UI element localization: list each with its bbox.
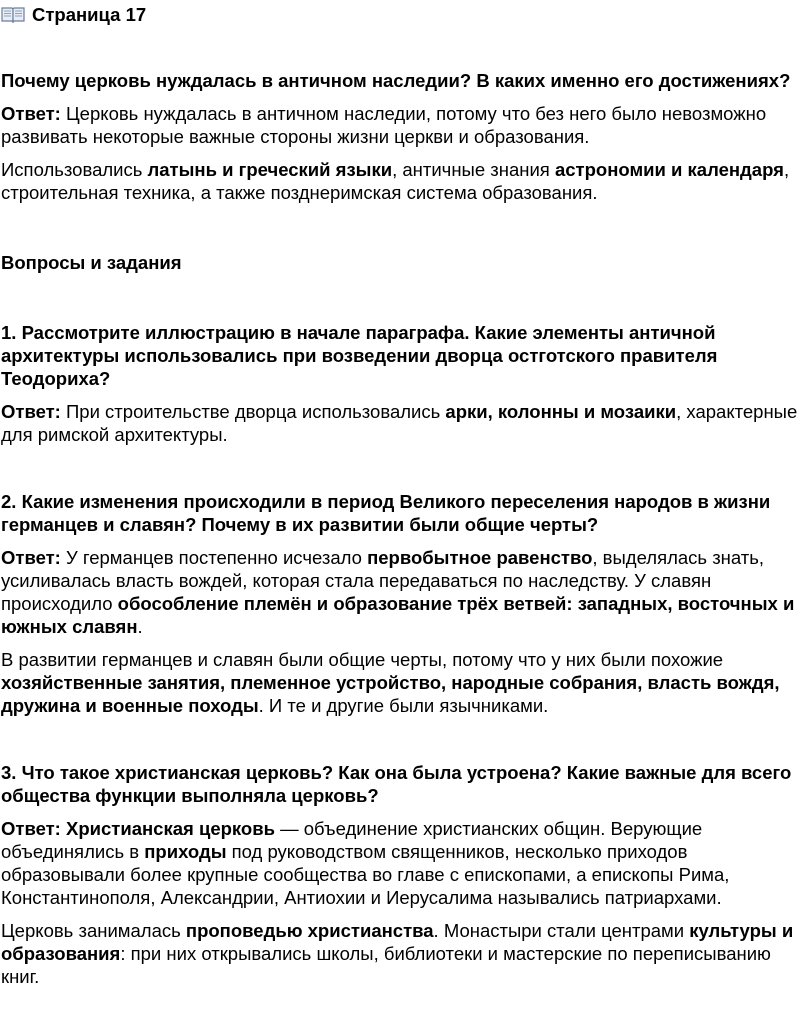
task-1 [1, 321, 800, 446]
task-2 [1, 490, 800, 717]
bold-term: первобытное равенство [367, 547, 593, 568]
text-run: , античные знания [392, 159, 555, 180]
answer-paragraph [1, 546, 800, 638]
task-answer [1, 817, 800, 988]
bold-term: проповедью христианства [185, 920, 434, 941]
bold-term: арки, колонны и мозаики [445, 401, 677, 422]
text-run: , строительная техника, а также позднеримская система образования. [1, 159, 790, 203]
answer-paragraph [1, 817, 800, 909]
text-run: — объединение христианских общин. Верующие объединялись в [1, 818, 703, 862]
text-run: Церковь нуждалась в античном наследии, потому что без него было невозможно развивать некоторые важные стороны жизни церкви и образования. [1, 103, 767, 147]
answer-paragraph [1, 158, 800, 204]
text-run: Использовались [1, 159, 148, 180]
page-title: Страница 17 [32, 3, 147, 25]
text-run: У германцев постепенно исчезало [60, 547, 368, 568]
text-run: , характерные для римской архитектуры. [1, 401, 798, 445]
answer-paragraph [1, 102, 800, 148]
task-question: 3. Что такое христианская церковь? Как она была устроена? Какие важные для всего общества функции выполняла церковь? [1, 762, 792, 806]
page-header [1, 0, 800, 28]
questions-heading: Вопросы и задания [1, 252, 182, 273]
text-run: . И те и другие были язычниками. [258, 695, 549, 716]
text-run: : при них открывались школы, библиотеки и мастерские по переписыванию книг. [1, 943, 771, 987]
bold-term: Ответ: [1, 103, 61, 124]
task-question: 1. Рассмотрите иллюстрацию в начале параграфа. Какие элементы античной архитектуры использовались при возведении дворца остготского правителя Теодориха? [1, 322, 718, 389]
bold-term: Ответ: [1, 401, 61, 422]
bold-term: культуры и образования [1, 920, 794, 964]
intro-question: Почему церковь нуждалась в античном наследии? В каких именно его достижениях? [1, 70, 791, 91]
bold-term: Ответ: [1, 547, 61, 568]
answer-paragraph [1, 919, 800, 988]
text-run: . Монастыри стали центрами [433, 920, 690, 941]
text-run: В развитии германцев и славян были общие черты, потому что у них были похожие [1, 649, 724, 670]
answer-paragraph [1, 400, 800, 446]
bold-term: приходы [144, 841, 227, 862]
answer-paragraph [1, 648, 800, 717]
bold-term: астрономии и календаря [554, 159, 784, 180]
task-3 [1, 761, 800, 988]
intro-section [1, 69, 800, 204]
text-run: , выделялась знать, усиливалась власть вождей, которая стала передаваться по наследству. У славян происходило [1, 547, 765, 614]
bold-term: Ответ: Христианская церковь [1, 818, 275, 839]
bold-term: обособление племён и образование трёх ветвей: западных, восточных и южных славян [1, 593, 795, 637]
text-run: под руководством священников, несколько приходов образовывали более крупные сообщества во главе с епископами, а епископы Рима, Константинополя, Александрии, Антиохии и Иерусалима назывались патриархами. [1, 841, 730, 908]
text-run: . [137, 616, 143, 637]
text-run: При строительстве дворца использовались [60, 401, 446, 422]
open-book-icon [1, 5, 25, 23]
task-answer [1, 400, 800, 446]
task-answer [1, 546, 800, 717]
bold-term: латынь и греческий языки [147, 159, 393, 180]
intro-answer [1, 102, 800, 204]
task-question: 2. Какие изменения происходили в период Великого переселения народов в жизни германцев и славян? Почему в их развитии были общие черты? [1, 491, 771, 535]
text-run: Церковь занималась [1, 920, 186, 941]
bold-term: хозяйственные занятия, племенное устройство, народные собрания, власть вождя, дружина и военные походы [1, 672, 780, 716]
